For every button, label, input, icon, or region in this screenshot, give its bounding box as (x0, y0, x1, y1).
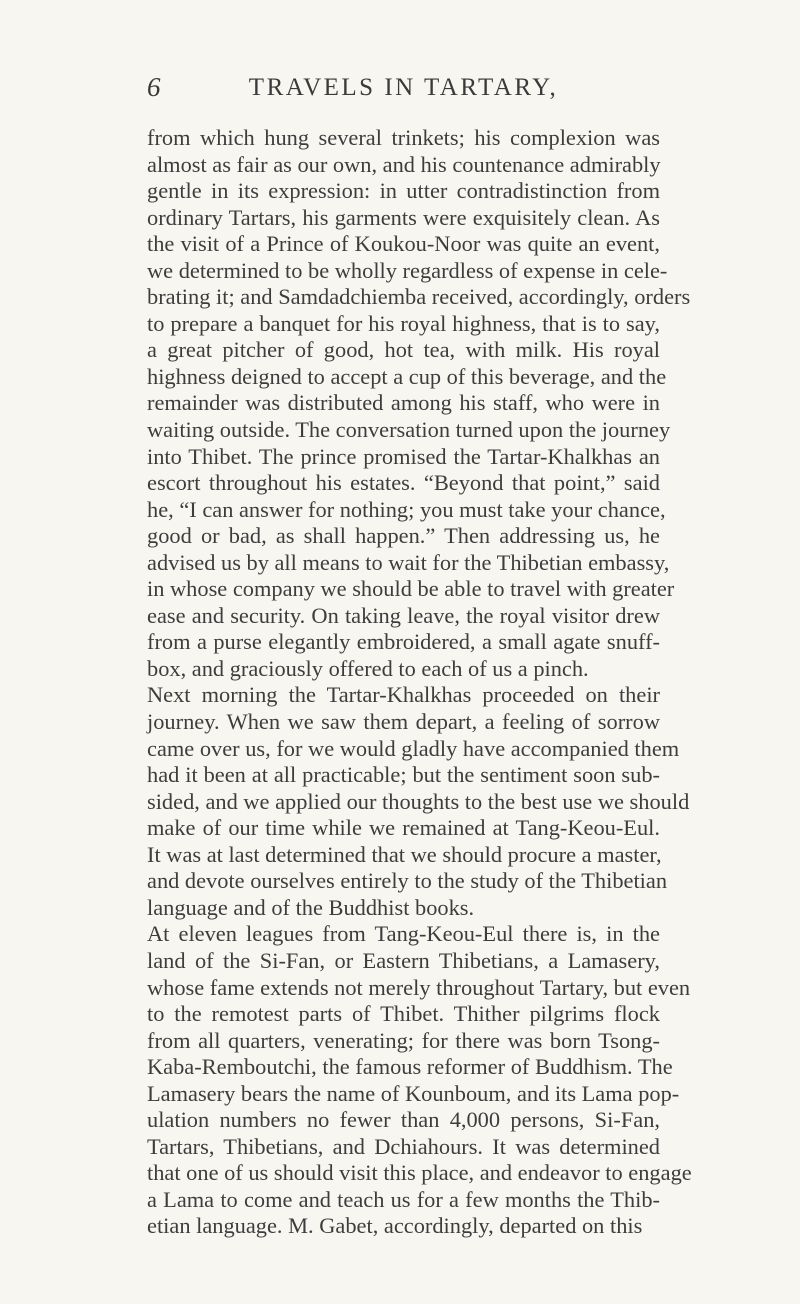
text-line: whose fame extends not merely throughout Tartary, but even (147, 974, 691, 1000)
text-line: and devote ourselves entirely to the study of the Thibetian (147, 868, 668, 894)
text-line: almost as fair as our own, and his countenance admirably (147, 151, 661, 177)
text-line: ordinary Tartars, his garments were exquisitely clean. As (147, 204, 660, 230)
text-line: in whose company we should be able to travel with greater (147, 576, 675, 602)
text-line: to prepare a banquet for his royal highness, that is to say, (147, 310, 660, 336)
body-text (147, 125, 692, 1240)
text-line: ease and security. On taking leave, the royal visitor drew (147, 602, 660, 628)
text-line: a Lama to come and teach us for a few months the Thib- (147, 1186, 660, 1212)
text-line: ulation numbers no fewer than 4,000 persons, Si-Fan, (147, 1107, 660, 1133)
text-line: land of the Si-Fan, or Eastern Thibetians, a Lamasery, (147, 947, 660, 973)
text-line: journey. When we saw them depart, a feeling of sorrow (147, 709, 660, 735)
text-line: into Thibet. The prince promised the Tartar-Khalkhas an (147, 443, 660, 469)
text-line: escort throughout his estates. “Beyond that point,” said (147, 470, 660, 496)
text-line: highness deigned to accept a cup of this beverage, and the (147, 363, 667, 389)
text-line: It was at last determined that we should procure a master, (147, 841, 662, 867)
text-line: brating it; and Samdadchiemba received, accordingly, orders (147, 284, 691, 310)
text-line: he, “I can answer for nothing; you must take your chance, (147, 496, 666, 522)
running-head: TRAVELS IN TARTARY, (248, 74, 559, 101)
text-line: language and of the Buddhist books. (147, 894, 475, 920)
text-line: sided, and we applied our thoughts to the best use we should (147, 788, 690, 814)
text-line: At eleven leagues from Tang-Keou-Eul there is, in the (147, 921, 660, 947)
text-line: Lamasery bears the name of Kounboum, and its Lama pop- (147, 1080, 680, 1106)
page-number: 6 (147, 72, 161, 102)
text-line: good or bad, as shall happen.” Then addressing us, he (147, 523, 660, 549)
text-line: from all quarters, venerating; for there was born Tsong- (147, 1027, 660, 1053)
text-line: Kaba-Remboutchi, the famous reformer of Buddhism. The (147, 1054, 673, 1080)
text-line: from which hung several trinkets; his complexion was (147, 125, 660, 150)
text-line: from a purse elegantly embroidered, a small agate snuff- (147, 629, 660, 655)
text-line: waiting outside. The conversation turned upon the journey (147, 417, 671, 443)
text-line: box, and graciously offered to each of us a pinch. (147, 655, 589, 681)
text-line: we determined to be wholly regardless of expense in cele- (147, 257, 668, 283)
text-line: remainder was distributed among his staff, who were in (147, 390, 660, 416)
text-line: Next morning the Tartar-Khalkhas proceeded on their (147, 682, 660, 708)
text-line: etian language. M. Gabet, accordingly, departed on this (147, 1213, 643, 1239)
text-line: a great pitcher of good, hot tea, with milk. His royal (147, 337, 660, 363)
text-line: to the remotest parts of Thibet. Thither pilgrims flock (147, 1001, 660, 1027)
text-line: the visit of a Prince of Koukou-Noor was quite an event, (147, 231, 660, 257)
text-line: make of our time while we remained at Tang-Keou-Eul. (147, 815, 660, 841)
text-line: Tartars, Thibetians, and Dchiahours. It was determined (147, 1133, 660, 1159)
text-line: that one of us should visit this place, and endeavor to engage (147, 1160, 692, 1186)
text-line: gentle in its expression: in utter contradistinction from (147, 178, 660, 204)
text-line: had it been at all practicable; but the sentiment soon sub- (147, 762, 660, 788)
text-line: came over us, for we would gladly have accompanied them (147, 735, 680, 761)
page-header (147, 72, 660, 112)
text-line: advised us by all means to wait for the Thibetian embassy, (147, 549, 670, 575)
